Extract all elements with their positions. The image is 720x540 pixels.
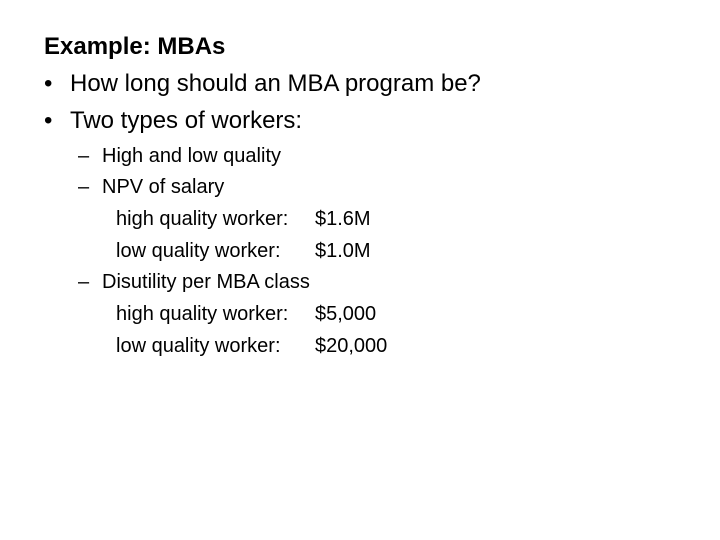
sub-item <box>78 142 281 170</box>
bullet-text: How long should an MBA program be? <box>70 70 481 97</box>
sub-item-text: NPV of salary <box>102 176 225 198</box>
salary-row-high <box>116 205 371 233</box>
sub-item <box>78 268 310 296</box>
sub-item <box>78 173 224 201</box>
salary-value: $1.0M <box>315 240 371 262</box>
salary-value: $1.6M <box>315 208 371 230</box>
disutility-value: $5,000 <box>315 303 377 325</box>
dash-marker: – <box>78 176 90 198</box>
dash-marker: – <box>78 145 90 167</box>
sub-item-text: High and low quality <box>102 145 281 167</box>
bullet-text: Two types of workers: <box>70 107 303 134</box>
salary-row-low <box>116 237 371 265</box>
sub-item-text: Disutility per MBA class <box>102 271 310 293</box>
salary-label: high quality worker: <box>116 208 289 230</box>
bullet-marker: • <box>44 107 53 134</box>
disutility-value: $20,000 <box>315 335 388 357</box>
bullet-item <box>44 104 302 138</box>
disutility-label: high quality worker: <box>116 303 289 325</box>
bullet-item <box>44 67 481 101</box>
dash-marker: – <box>78 271 90 293</box>
salary-label: low quality worker: <box>116 240 281 262</box>
bullet-marker: • <box>44 70 53 97</box>
disutility-row-low <box>116 332 388 360</box>
slide-title: Example: MBAs <box>44 33 226 60</box>
disutility-label: low quality worker: <box>116 335 281 357</box>
disutility-row-high <box>116 300 377 328</box>
